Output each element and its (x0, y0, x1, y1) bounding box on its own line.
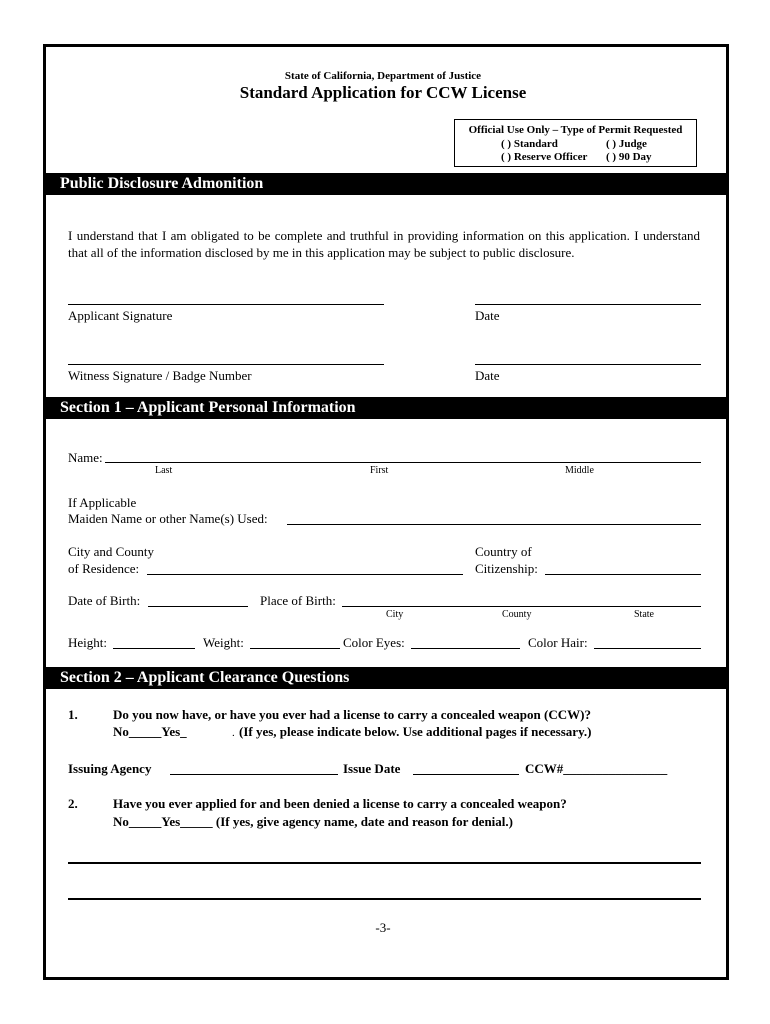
residence-label: of Residence: (68, 561, 140, 576)
middle-label: Middle (565, 465, 594, 476)
official-use-heading: Official Use Only – Type of Permit Requested (468, 124, 683, 136)
witness-signature-line[interactable] (68, 364, 384, 365)
state-label: State (634, 609, 654, 620)
permit-option-judge[interactable]: ( ) Judge (606, 138, 647, 150)
eyes-field[interactable] (411, 648, 520, 649)
denial-reason-line-1[interactable] (68, 862, 701, 864)
last-label: Last (155, 465, 173, 476)
ccw-number-label[interactable]: CCW#________________ (525, 761, 668, 776)
denial-reason-line-2[interactable] (68, 898, 701, 900)
section1-heading: Section 1 – Applicant Personal Information (60, 399, 356, 416)
date-label-2: Date (475, 368, 500, 383)
disclosure-heading: Public Disclosure Admonition (60, 175, 264, 192)
weight-label: Weight: (203, 635, 244, 650)
section1-heading-bar (46, 397, 727, 419)
q1-text: Do you now have, or have you ever had a license to carry a concealed weapon (CCW)? (113, 707, 591, 722)
residence-field[interactable] (147, 574, 463, 575)
first-label: First (370, 465, 389, 476)
section2-heading-bar (46, 667, 727, 689)
section2-heading: Section 2 – Applicant Clearance Questions (60, 669, 350, 686)
q1-yes-no[interactable]: No_____Yes_ (113, 724, 187, 739)
city-label: City (386, 609, 404, 620)
applicant-signature-line[interactable] (68, 304, 384, 305)
official-use-box (454, 119, 697, 167)
citizenship-label: Citizenship: (475, 561, 538, 576)
permit-option-90-day[interactable]: ( ) 90 Day (606, 151, 652, 163)
agency-name: State of California, Department of Justice (284, 70, 482, 82)
disclosure-text: I understand that I am obligated to be complete and truthful in providing information on this application. I understand that all of the information disclosed by me in this application may be subject to public disclosure. (68, 228, 700, 260)
q1-number: 1. (68, 707, 78, 722)
q2-yes-no[interactable]: No_____Yes_____ (If yes, give agency name, date and reason for denial.) (113, 814, 513, 829)
disclosure-heading-bar (46, 173, 727, 195)
country-of-label: Country of (475, 544, 532, 559)
permit-option-standard[interactable]: ( ) Standard (501, 138, 558, 150)
dob-label: Date of Birth: (68, 593, 141, 608)
dob-field[interactable] (148, 606, 248, 607)
citizenship-field[interactable] (545, 574, 701, 575)
eyes-label: Color Eyes: (343, 635, 405, 650)
q1-dot: . (232, 727, 235, 739)
if-applicable-label: If Applicable (68, 495, 137, 510)
issue-date-field[interactable] (413, 774, 519, 775)
issue-date-label: Issue Date (343, 761, 401, 776)
issuing-agency-field[interactable] (170, 774, 338, 775)
county-label: County (502, 609, 532, 620)
date-line-1[interactable] (475, 304, 701, 305)
page-number: -3- (375, 920, 391, 935)
q2-number: 2. (68, 796, 78, 811)
maiden-name-label: Maiden Name or other Name(s) Used: (68, 511, 268, 526)
permit-option-reserve-officer[interactable]: ( ) Reserve Officer (501, 151, 588, 163)
hair-label: Color Hair: (528, 635, 588, 650)
issuing-agency-label: Issuing Agency (68, 761, 152, 776)
applicant-signature-label: Applicant Signature (68, 308, 173, 323)
pob-field[interactable] (342, 606, 701, 607)
height-field[interactable] (113, 648, 195, 649)
date-label-1: Date (475, 308, 500, 323)
name-field[interactable] (105, 462, 701, 463)
q1-note: (If yes, please indicate below. Use additional pages if necessary.) (239, 724, 592, 739)
city-county-label: City and County (68, 544, 154, 559)
maiden-name-field[interactable] (287, 524, 701, 525)
form-title: Standard Application for CCW License (239, 83, 527, 102)
witness-signature-label: Witness Signature / Badge Number (68, 368, 252, 383)
pob-label: Place of Birth: (260, 593, 336, 608)
q2-text: Have you ever applied for and been denied a license to carry a concealed weapon? (113, 796, 567, 811)
name-label: Name: (68, 450, 103, 465)
weight-field[interactable] (250, 648, 340, 649)
hair-field[interactable] (594, 648, 701, 649)
height-label: Height: (68, 635, 107, 650)
date-line-2[interactable] (475, 364, 701, 365)
